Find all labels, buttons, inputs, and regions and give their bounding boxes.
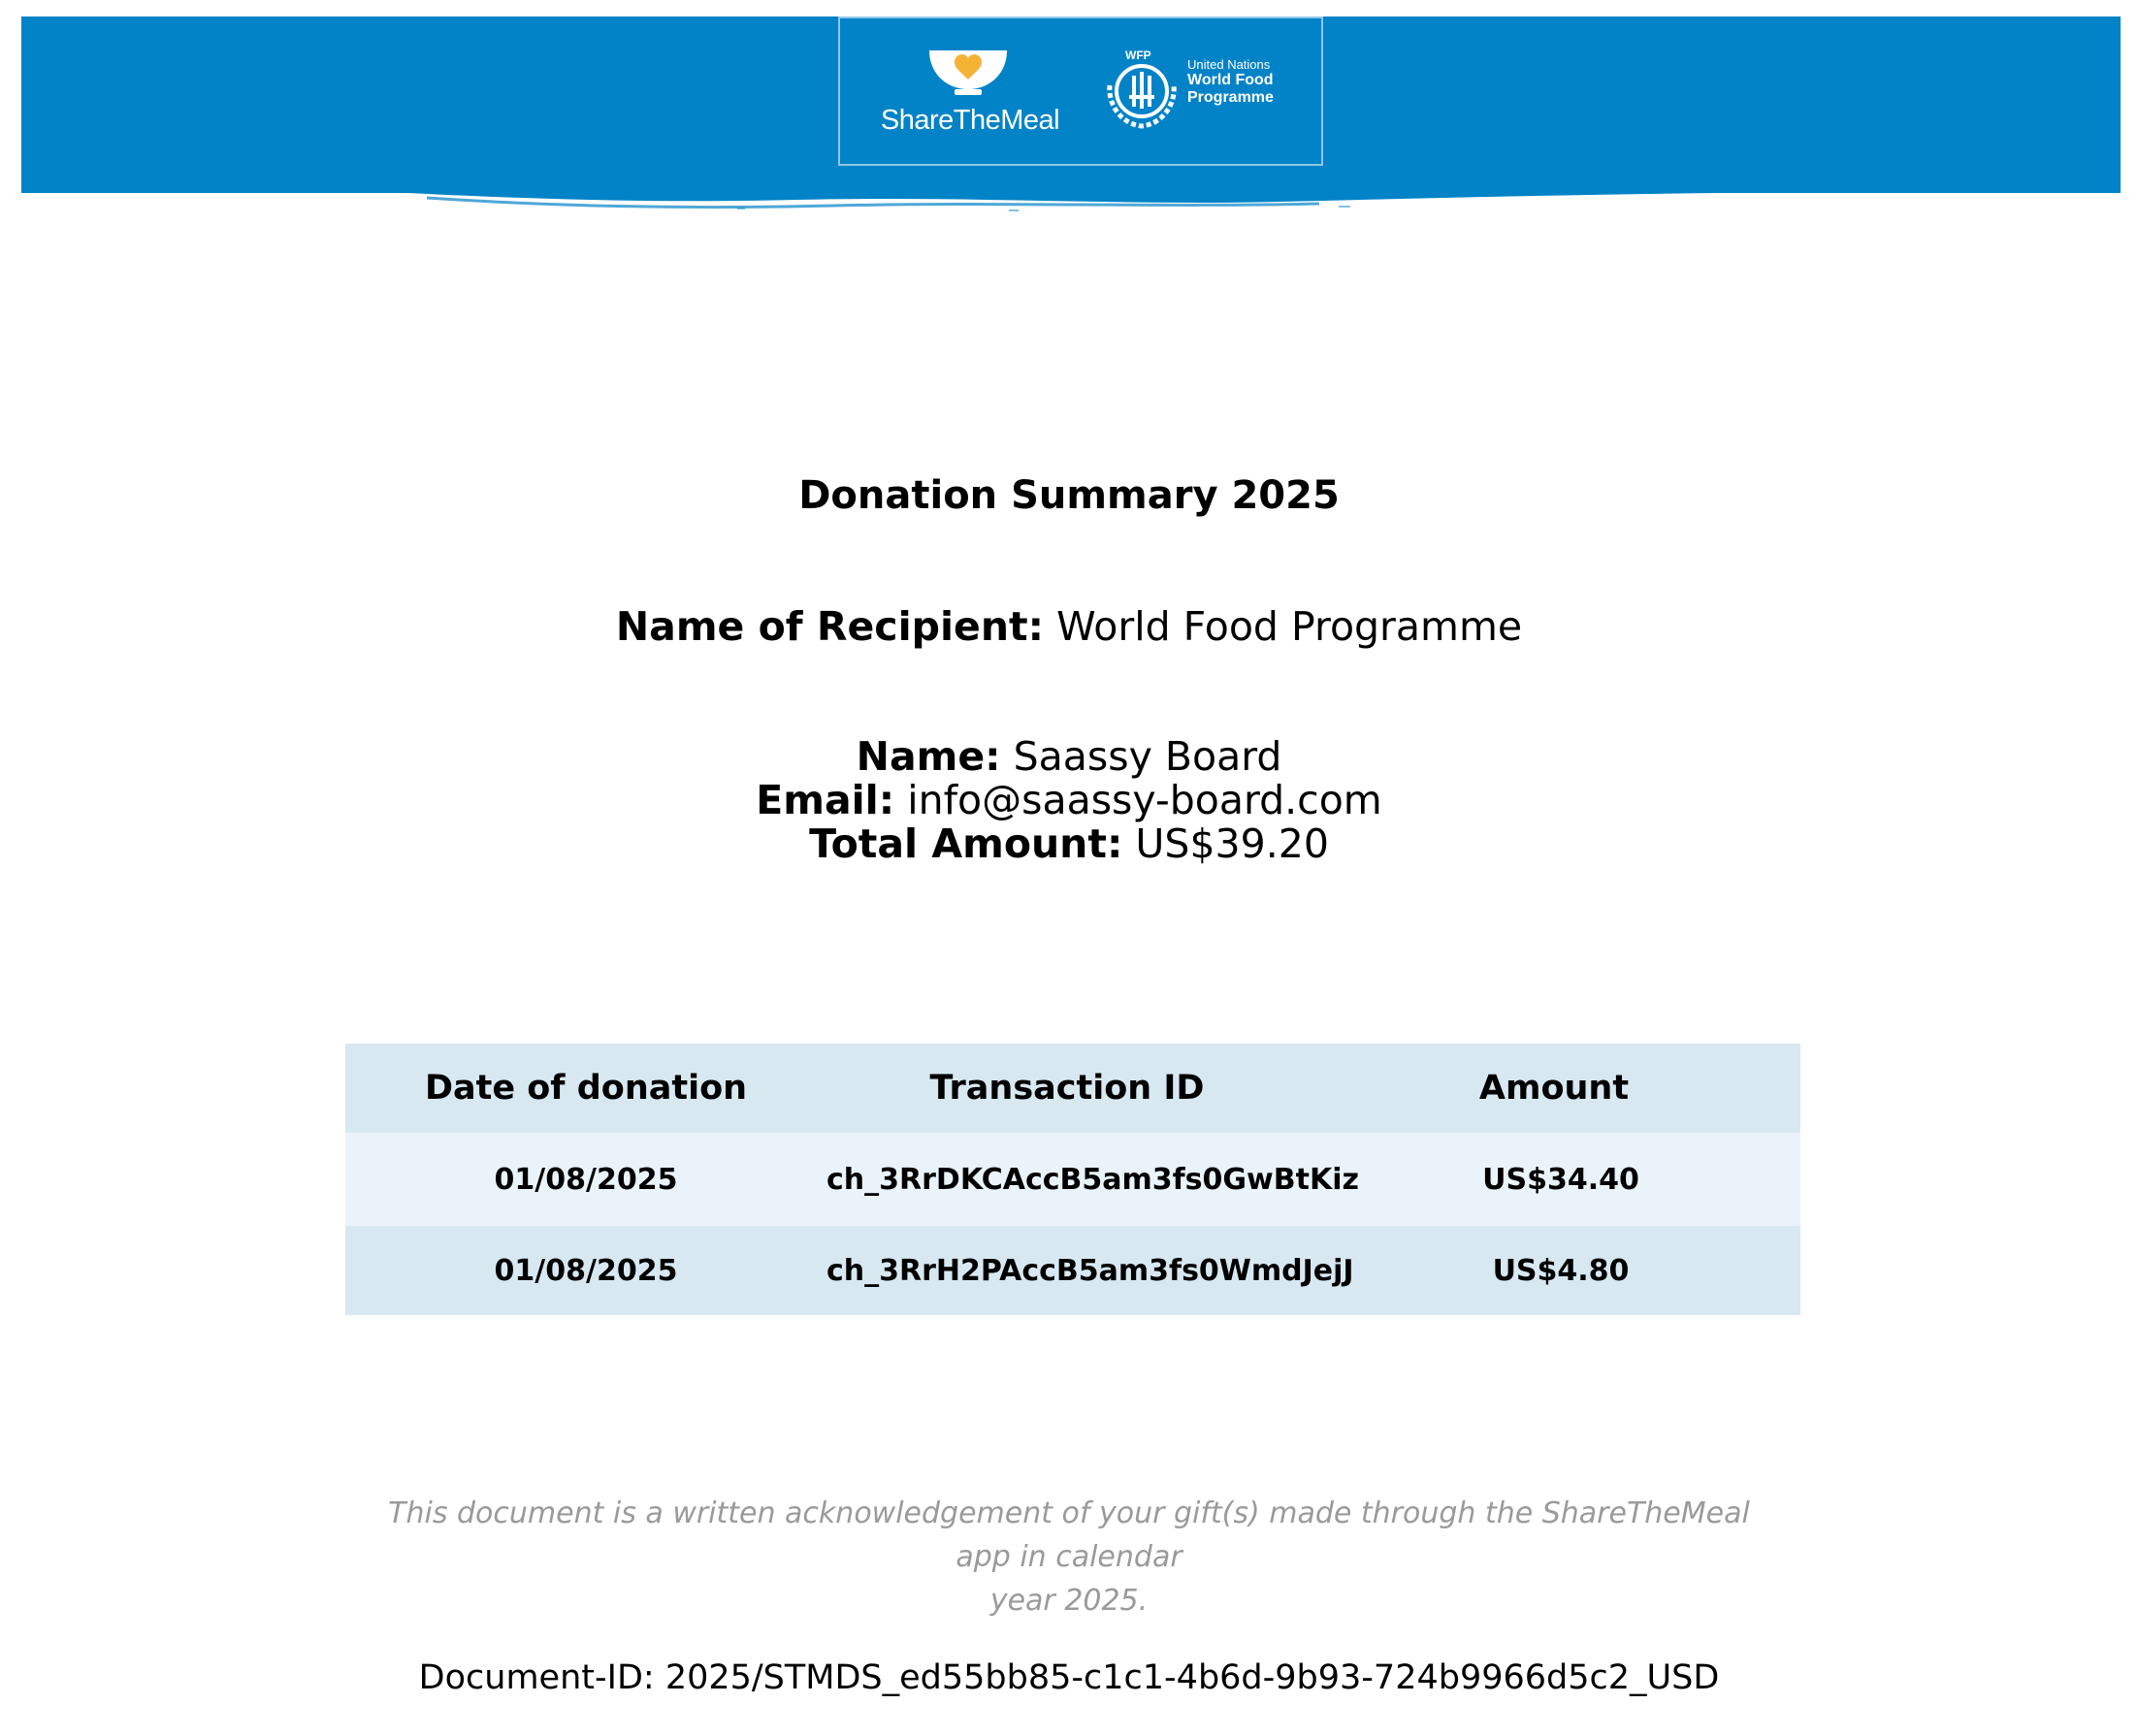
cell-date: 01/08/2025 (494, 1162, 678, 1197)
note-line-1: This document is a written acknowledgement of your gift(s) made through the ShareTheMeal app in calendar (388, 1496, 1750, 1574)
table-row (345, 1226, 1800, 1315)
donor-info (0, 735, 2138, 866)
email-line (0, 779, 2138, 822)
recipient-line (0, 603, 2138, 650)
sharethemeal-logo-text: ShareTheMeal (880, 105, 1060, 136)
recipient-value: World Food Programme (1056, 603, 1523, 650)
document-id: Document-ID: 2025/STMDS_ed55bb85-c1c1-4b6d-9b93-724b9966d5c2_USD (418, 1658, 1720, 1697)
total-value: US$39.20 (1135, 820, 1329, 867)
total-line (0, 822, 2138, 866)
header-amount: Amount (1478, 1069, 1630, 1108)
wfp-logo-text (1187, 58, 1274, 106)
wfp-tag: WFP (1125, 48, 1151, 62)
cell-amount: US$34.40 (1482, 1162, 1639, 1197)
wfp-line-programme: Programme (1187, 88, 1274, 106)
wfp-line-world-food: World Food (1187, 72, 1274, 89)
cell-transaction-id: ch_3RrDKCAccB5am3fs0GwBtKiz (826, 1162, 1359, 1197)
page-title: Donation Summary 2025 (798, 473, 1340, 518)
name-value: Saassy Board (1013, 733, 1282, 780)
cell-amount: US$4.80 (1492, 1253, 1630, 1288)
email-label: Email: (756, 777, 895, 823)
header-date: Date of donation (424, 1069, 748, 1108)
wfp-line-united-nations: United Nations (1187, 57, 1271, 72)
cell-transaction-id: ch_3RrH2PAccB5am3fs0WmdJejJ (826, 1253, 1354, 1288)
name-line (0, 735, 2138, 779)
brush-stroke-edge (388, 184, 1804, 223)
header-transaction-id: Transaction ID (929, 1069, 1205, 1108)
email-value: info@saassy-board.com (907, 777, 1382, 823)
sharethemeal-bowl-icon (927, 48, 1009, 97)
name-label: Name: (856, 733, 1001, 780)
table-row (345, 1133, 1800, 1226)
note-line-2: year 2025. (989, 1584, 1149, 1618)
cell-date: 01/08/2025 (494, 1253, 678, 1288)
total-label: Total Amount: (809, 820, 1123, 867)
acknowledgement-note (369, 1492, 1769, 1623)
table-header-row (345, 1044, 1800, 1133)
donations-table (345, 1044, 1800, 1315)
recipient-label: Name of Recipient: (615, 603, 1045, 650)
